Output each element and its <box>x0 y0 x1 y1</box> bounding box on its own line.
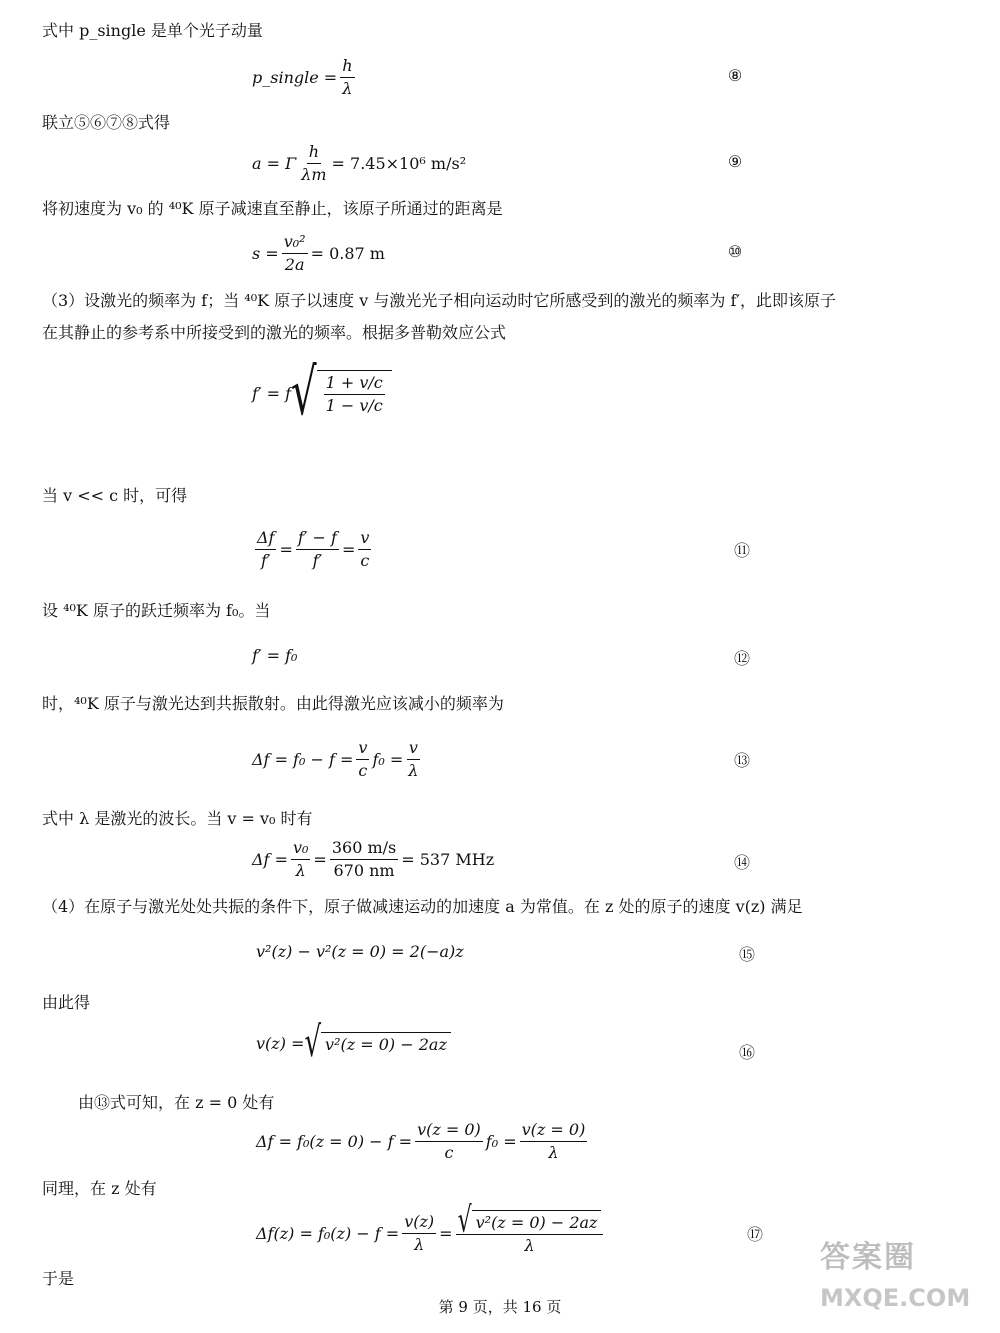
numerator: Δf <box>255 528 276 550</box>
equation-13 <box>252 738 423 781</box>
numerator: v <box>358 528 371 550</box>
numerator: v(z = 0) <box>520 1120 588 1142</box>
fraction <box>324 373 385 416</box>
numerator: v₀ <box>291 838 310 860</box>
denominator: λ <box>342 79 353 98</box>
eq-text: v²(z) − v²(z = 0) = 2(−a)z <box>256 942 464 961</box>
radical-sign: √ <box>291 356 317 430</box>
text-line: （3）设激光的频率为 f；当 ⁴⁰K 原子以速度 v 与激光光子相向运动时它所感受到的激光的频率为 f′，此即该原子 <box>42 291 836 310</box>
watermark-text: 答案圈 <box>820 1240 916 1275</box>
equation-number: ⑧ <box>727 66 743 85</box>
eq-text: Δf = <box>252 850 288 869</box>
text-line: 由此得 <box>42 993 91 1012</box>
equation-number: ⑨ <box>727 152 743 171</box>
fraction <box>296 528 339 571</box>
fraction <box>402 1212 436 1255</box>
equation-number: ⑰ <box>746 1225 763 1244</box>
square-root <box>291 356 392 430</box>
text-line: 联立⑤⑥⑦⑧式得 <box>42 113 171 132</box>
eq-text: = 537 MHz <box>401 850 495 869</box>
square-root <box>457 1200 602 1241</box>
equation-number: ⑪ <box>733 541 750 560</box>
watermark-text: MXQE.COM <box>820 1284 971 1312</box>
text-line: 式中 λ 是激光的波长。当 v = v₀ 时有 <box>42 809 313 828</box>
numerator: 1 + v/c <box>324 373 385 395</box>
numerator: f′ − f <box>296 528 339 550</box>
text-line: （4）在原子与激光处处共振的条件下，原子做减速运动的加速度 a 为常值。在 z 处的原子的速度 v(z) 满足 <box>42 897 803 916</box>
denominator: λ <box>414 1234 425 1254</box>
numerator: v <box>356 738 369 760</box>
eq-text: f′ = f₀ <box>252 646 298 665</box>
numerator: v(z = 0) <box>415 1120 483 1142</box>
text-line: 在其静止的参考系中所接受到的激光的频率。根据多普勒效应公式 <box>42 323 507 342</box>
square-root <box>304 1019 450 1067</box>
numerator: v₀² <box>282 232 308 254</box>
denominator: 2a <box>284 255 305 274</box>
numerator: h <box>307 142 321 164</box>
equation-8 <box>252 56 358 99</box>
text-line: 将初速度为 v₀ 的 ⁴⁰K 原子减速直至静止，该原子所通过的距离是 <box>42 199 503 218</box>
fraction <box>358 528 371 571</box>
numerator: 360 m/s <box>330 838 398 860</box>
fraction <box>255 528 276 571</box>
radicand: v²(z = 0) − 2az <box>321 1032 451 1054</box>
equation-12 <box>252 646 297 665</box>
eq-text: = 7.45×10⁶ m/s² <box>331 154 467 173</box>
radical-sign: √ <box>457 1200 472 1241</box>
text-line: 时，⁴⁰K 原子与激光达到共振散射。由此得激光应该减小的频率为 <box>42 694 504 713</box>
eq-text: p_single = <box>252 68 338 87</box>
eq-text: a = Γ <box>252 154 297 173</box>
fraction <box>520 1120 588 1163</box>
text-line: 当 v << c 时，可得 <box>42 486 188 505</box>
fraction <box>291 838 310 881</box>
fraction <box>299 142 328 185</box>
eq-text: s = <box>252 244 279 263</box>
equation-17: Δf(z) = f₀(z) − f = $\frac{v(z)}{\lambda}$ = √ v²(z = 0) − 2az λ <box>256 1210 606 1256</box>
text-line: 式中 p_single 是单个光子动量 <box>42 21 263 40</box>
eq-text: Δf(z) = f₀(z) − f = <box>256 1223 400 1243</box>
denominator: 670 nm <box>333 861 395 880</box>
numerator: v(z) <box>402 1212 436 1234</box>
equation-number: ⑮ <box>738 945 755 964</box>
text-line: 于是 <box>42 1269 75 1288</box>
fraction <box>456 1200 604 1256</box>
radical-sign: √ <box>304 1019 322 1067</box>
equation-9 <box>252 142 466 185</box>
equation-number: ⑬ <box>733 751 750 770</box>
eq-text: f₀ = <box>485 1132 517 1151</box>
fraction <box>356 738 369 781</box>
equation-number: ⑭ <box>733 853 750 872</box>
denominator: λ <box>295 861 306 880</box>
denominator: f′ <box>312 551 323 570</box>
equation-14: Δf = $\frac{\text{v₀}}{\lambda}$ = $\frac{360 m/s}{670 nm}$ = 537 MHz <box>252 838 495 880</box>
denominator: λ <box>548 1143 559 1162</box>
fraction <box>415 1120 483 1163</box>
denominator: c <box>358 761 368 780</box>
equation-10 <box>252 232 385 275</box>
eq-text: Δf = f₀(z = 0) − f = <box>256 1132 413 1151</box>
denominator: f′ <box>260 551 271 570</box>
text-line: 同理，在 z 处有 <box>42 1179 157 1198</box>
equation-17a <box>256 1120 590 1163</box>
equation-number: ⑩ <box>727 242 743 261</box>
equation-11: $\frac{\Delta f}{f'}$ = $\frac{f' - f}{f'}$ = $\frac{v}{c}$ <box>257 528 370 570</box>
page-footer: 第 9 页，共 16 页 <box>438 1298 562 1316</box>
radicand: v²(z = 0) − 2az <box>472 1210 602 1233</box>
text-line: 由⑬式可知，在 z = 0 处有 <box>78 1093 275 1112</box>
denominator: c <box>444 1143 454 1162</box>
denominator: 1 − v/c <box>325 396 383 415</box>
equation-number: ⑯ <box>738 1043 755 1062</box>
doppler-equation <box>252 356 392 430</box>
denominator: c <box>360 551 370 570</box>
fraction <box>406 738 420 781</box>
radicand <box>317 370 392 416</box>
eq-text: Δf = f₀ − f = <box>252 750 354 769</box>
fraction <box>282 232 308 275</box>
numerator: v <box>407 738 420 760</box>
equation-16 <box>256 1019 451 1067</box>
text-line: 设 ⁴⁰K 原子的跃迁频率为 f₀。当 <box>42 601 271 620</box>
denominator: λ <box>524 1236 535 1255</box>
numerator: h <box>340 56 354 78</box>
equation-number: ⑫ <box>733 649 750 668</box>
eq-text: f′ = f <box>252 383 292 403</box>
eq-text: = 0.87 m <box>310 244 385 263</box>
denominator: λm <box>301 165 327 184</box>
fraction <box>330 838 398 881</box>
eq-text: v(z) = <box>256 1033 305 1053</box>
equation-15 <box>256 942 464 961</box>
eq-text: f₀ = <box>372 750 404 769</box>
denominator: λ <box>408 761 419 780</box>
numerator <box>456 1200 604 1241</box>
fraction <box>340 56 354 99</box>
